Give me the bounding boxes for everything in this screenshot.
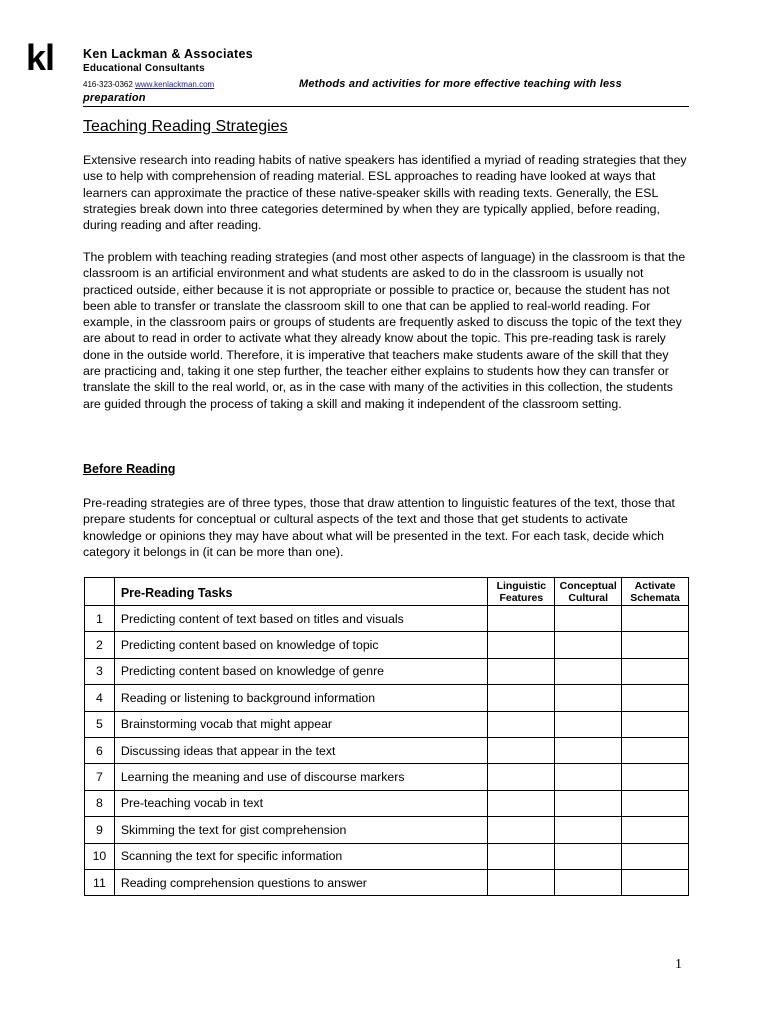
page-title: Teaching Reading Strategies [83, 118, 288, 135]
activate-schemata-cell[interactable] [622, 711, 689, 737]
table-row [85, 817, 689, 843]
conceptual-cultural-cell[interactable] [555, 737, 622, 763]
header-divider [83, 106, 689, 107]
linguistic-features-cell[interactable] [488, 869, 555, 895]
task-description: Predicting content based on knowledge of genre [114, 658, 488, 684]
activate-schemata-cell[interactable] [622, 632, 689, 658]
activate-schemata-cell[interactable] [622, 869, 689, 895]
activate-schemata-cell[interactable] [622, 817, 689, 843]
linguistic-features-cell[interactable] [488, 817, 555, 843]
conceptual-cultural-cell[interactable] [555, 632, 622, 658]
header-conceptual-cultural: Conceptual Cultural [555, 578, 622, 606]
conceptual-cultural-cell[interactable] [555, 685, 622, 711]
task-description: Scanning the text for specific information [114, 843, 488, 869]
table-row [85, 606, 689, 632]
company-name: Ken Lackman & Associates [83, 47, 253, 61]
activate-schemata-cell[interactable] [622, 658, 689, 684]
table-row [85, 632, 689, 658]
header-task: Pre-Reading Tasks [114, 578, 488, 606]
problem-paragraph: The problem with teaching reading strategies (and most other aspects of language) in the classroom is that the classroom is an artificial environment and what students are asked to do in the classroom is usually not practiced outside, either because it is not appropriate or possible to practice or, because the student has not been able to transfer or translate the classroom skill to one that can be applied to real-world reading. For example, in the classroom pairs or groups of students are frequently asked to discuss the topic of the text they are about to read in order to activate what they already know about the topic. This pre-reading task is rarely done in the outside world. Therefore, it is imperative that teachers make students aware of the skill that they are practicing and, taking it one step further, the teacher either explains to students how they can transfer or translate the skill to the real world, or, as in the case with many of the activities in this collection, the students are guided through the process of taking a skill and making it independent of the classroom setting. [83, 250, 686, 411]
task-number: 7 [85, 764, 115, 790]
phone-number: 416-323-0362 [83, 80, 133, 89]
intro-paragraph: Extensive research into reading habits of native speakers has identified a myriad of reading strategies that they use to help with comprehension of reading material. ESL approaches to reading have looked at ways that learners can approximate the practice of these native-speaker skills with reading texts. Generally, the ESL strategies break down into three categories determined by when they are typically applied, before reading, during reading and after reading. [83, 153, 687, 233]
task-number: 9 [85, 817, 115, 843]
activate-schemata-cell[interactable] [622, 685, 689, 711]
pre-reading-paragraph: Pre-reading strategies are of three types, those that draw attention to linguistic features of the text, those that prepare students for conceptual or cultural aspects of the text and those that get students to activate knowledge or opinions they may have about what will be presented in the text. For each task, decide which category it belongs in (it can be more than one). [83, 496, 675, 559]
task-number: 10 [85, 843, 115, 869]
tagline-line-2: preparation [83, 92, 146, 104]
tagline-line-1: Methods and activities for more effective teaching with less [299, 78, 622, 90]
linguistic-features-cell[interactable] [488, 764, 555, 790]
task-number: 11 [85, 869, 115, 895]
activate-schemata-cell[interactable] [622, 843, 689, 869]
conceptual-cultural-cell[interactable] [555, 711, 622, 737]
linguistic-features-cell[interactable] [488, 790, 555, 816]
table-row [85, 869, 689, 895]
linguistic-features-cell[interactable] [488, 685, 555, 711]
conceptual-cultural-cell[interactable] [555, 843, 622, 869]
linguistic-features-cell[interactable] [488, 606, 555, 632]
table-row [85, 790, 689, 816]
task-description: Learning the meaning and use of discourse markers [114, 764, 488, 790]
table-row [85, 843, 689, 869]
task-number: 6 [85, 737, 115, 763]
task-description: Discussing ideas that appear in the text [114, 737, 488, 763]
company-subtitle: Educational Consultants [83, 63, 205, 74]
header-activate-schemata: Activate Schemata [622, 578, 689, 606]
activate-schemata-cell[interactable] [622, 606, 689, 632]
table-row [85, 658, 689, 684]
header-number-cell [85, 578, 115, 606]
activate-schemata-cell[interactable] [622, 790, 689, 816]
table-row [85, 711, 689, 737]
conceptual-cultural-cell[interactable] [555, 869, 622, 895]
linguistic-features-cell[interactable] [488, 737, 555, 763]
linguistic-features-cell[interactable] [488, 632, 555, 658]
table-row [85, 764, 689, 790]
task-description: Predicting content of text based on titles and visuals [114, 606, 488, 632]
table-row [85, 685, 689, 711]
table-header-row [85, 578, 689, 606]
linguistic-features-cell[interactable] [488, 843, 555, 869]
section-heading-before-reading: Before Reading [83, 462, 176, 476]
activate-schemata-cell[interactable] [622, 764, 689, 790]
activate-schemata-cell[interactable] [622, 737, 689, 763]
table-row [85, 737, 689, 763]
task-number: 4 [85, 685, 115, 711]
company-logo: kl [26, 37, 55, 78]
page-number: 1 [675, 957, 682, 972]
conceptual-cultural-cell[interactable] [555, 658, 622, 684]
conceptual-cultural-cell[interactable] [555, 790, 622, 816]
task-description: Reading or listening to background information [114, 685, 488, 711]
linguistic-features-cell[interactable] [488, 658, 555, 684]
task-number: 3 [85, 658, 115, 684]
task-description: Pre-teaching vocab in text [114, 790, 488, 816]
task-description: Brainstorming vocab that might appear [114, 711, 488, 737]
task-number: 5 [85, 711, 115, 737]
conceptual-cultural-cell[interactable] [555, 764, 622, 790]
task-number: 8 [85, 790, 115, 816]
linguistic-features-cell[interactable] [488, 711, 555, 737]
header-linguistic-features: Linguistic Features [488, 578, 555, 606]
contact-line [83, 80, 214, 90]
pre-reading-tasks-table [84, 577, 689, 896]
website-link[interactable]: www.kenlackman.com [135, 80, 215, 89]
task-description: Predicting content based on knowledge of topic [114, 632, 488, 658]
task-description: Reading comprehension questions to answer [114, 869, 488, 895]
task-number: 1 [85, 606, 115, 632]
conceptual-cultural-cell[interactable] [555, 606, 622, 632]
conceptual-cultural-cell[interactable] [555, 817, 622, 843]
task-number: 2 [85, 632, 115, 658]
task-description: Skimming the text for gist comprehension [114, 817, 488, 843]
